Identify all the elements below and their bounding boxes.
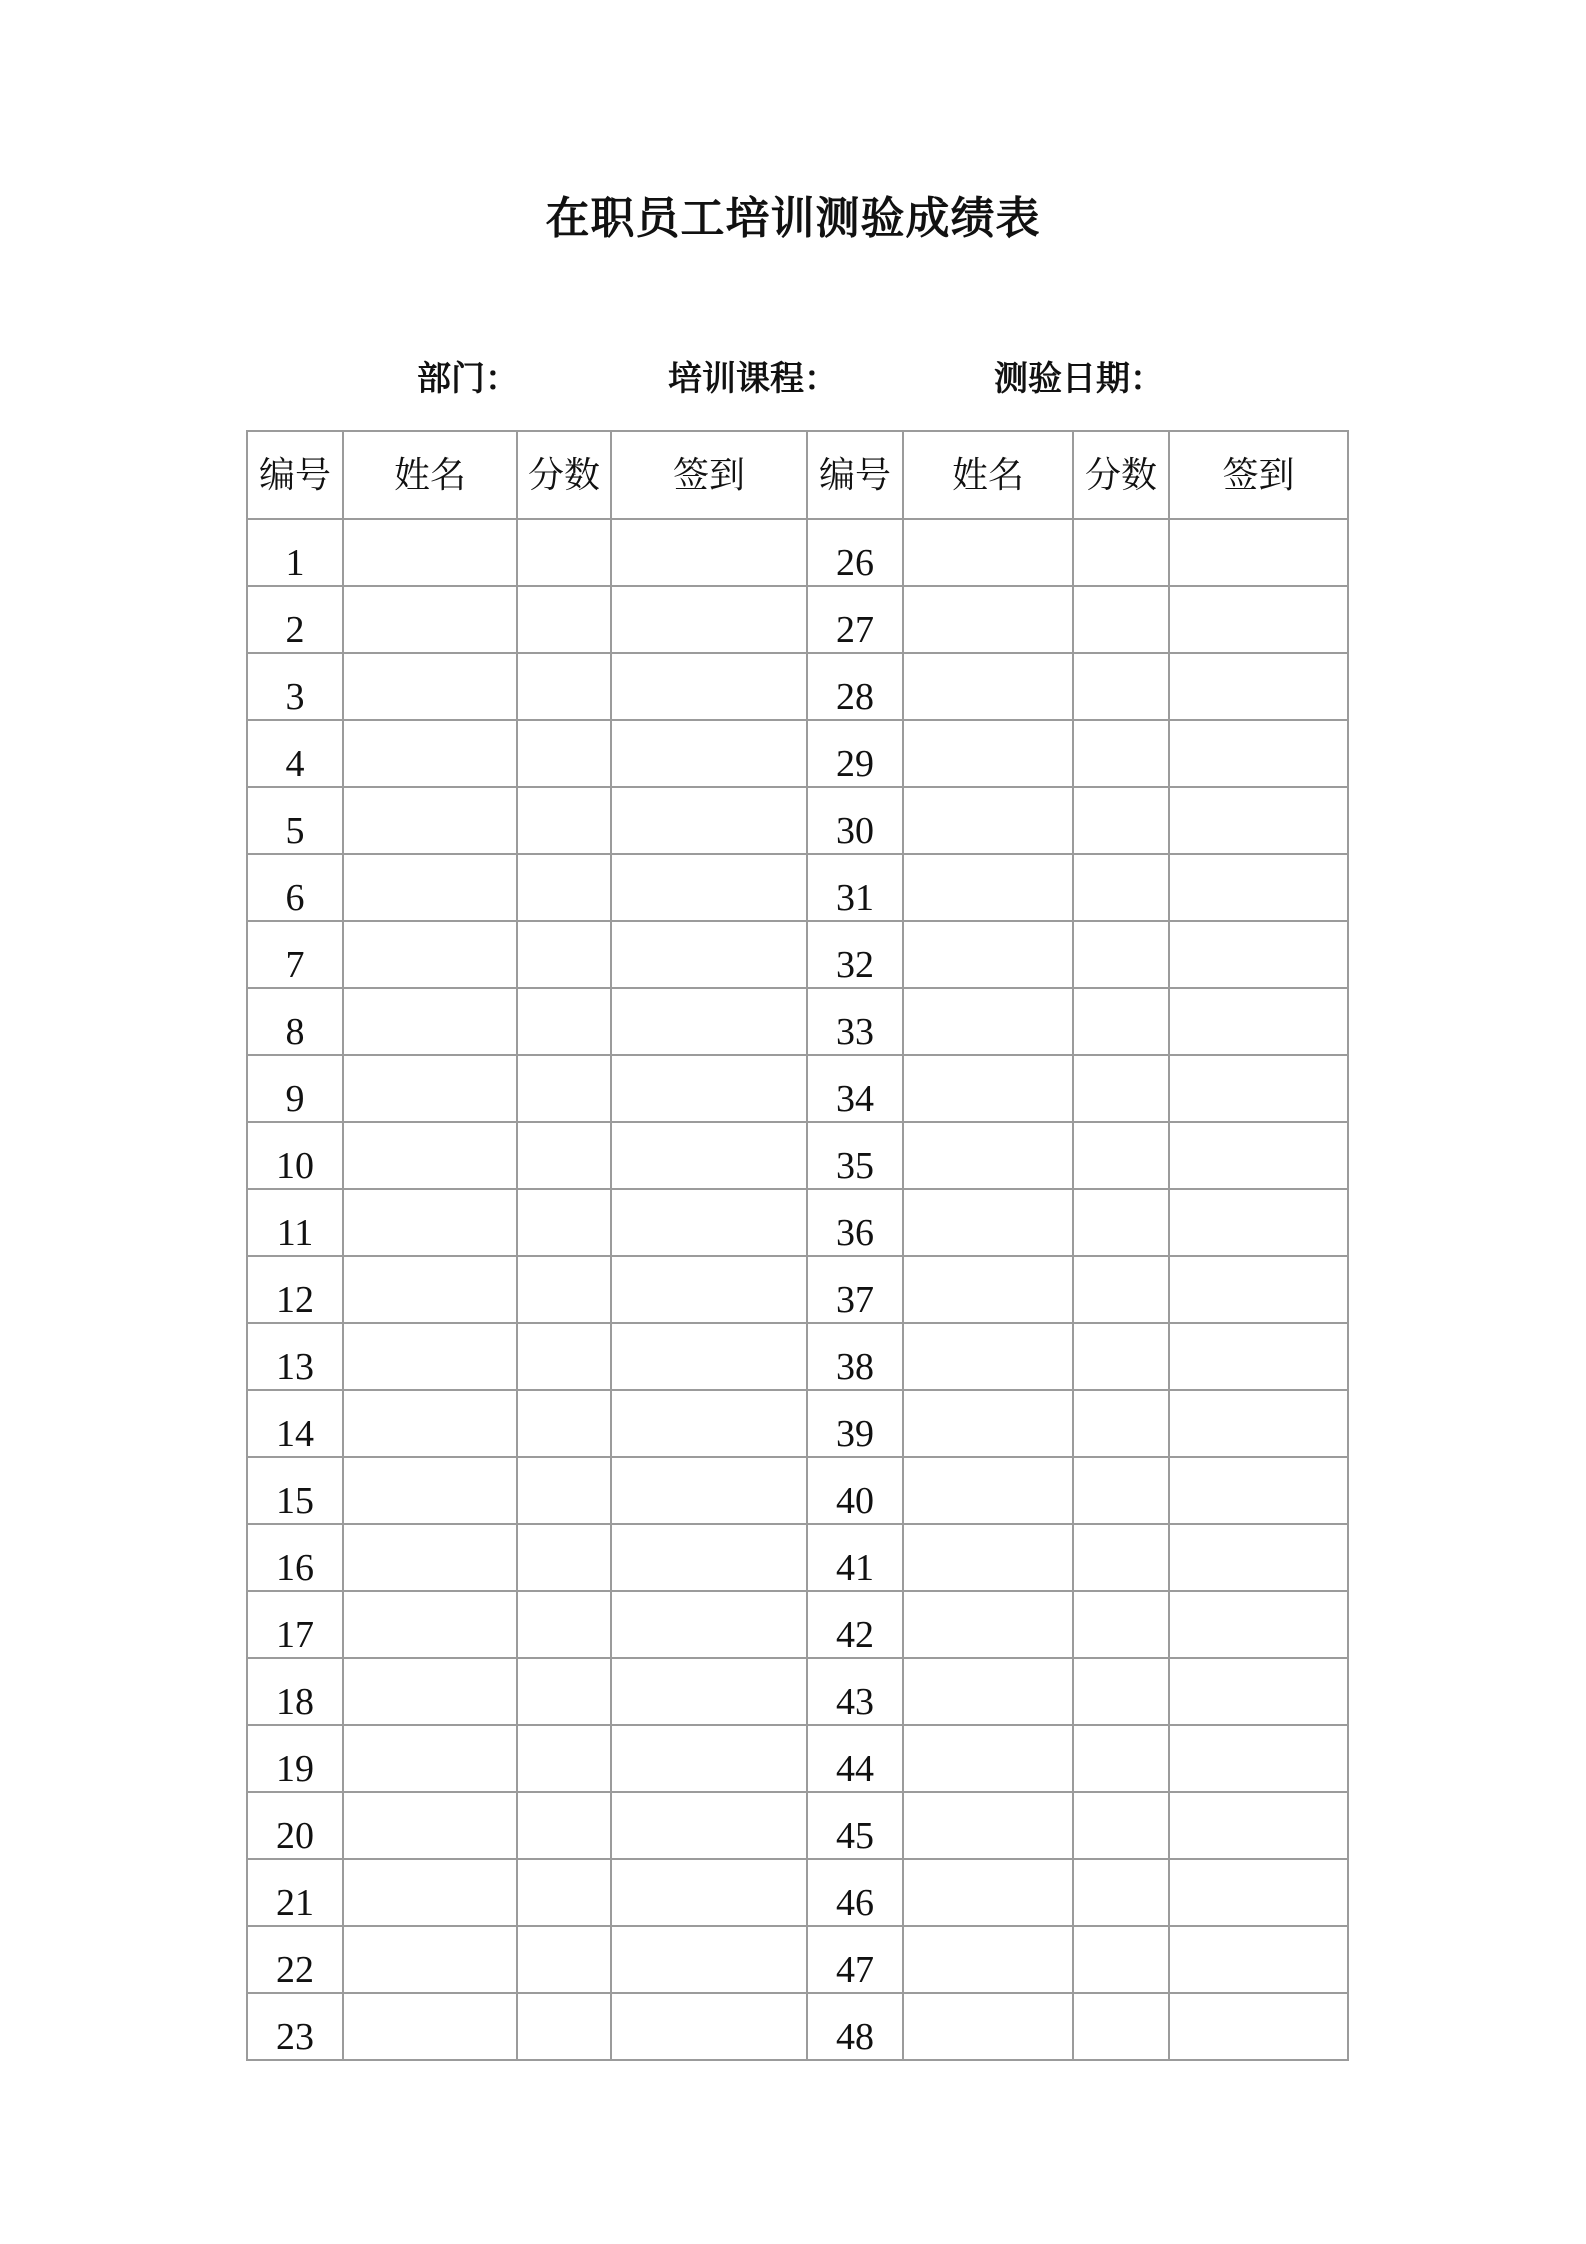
table-header-row	[247, 431, 1348, 519]
score-cell[interactable]	[1073, 1524, 1169, 1591]
name-cell[interactable]	[903, 653, 1073, 720]
number-cell: 10	[247, 1122, 343, 1189]
number-cell: 45	[807, 1792, 903, 1859]
signin-cell[interactable]	[611, 1926, 807, 1993]
name-cell[interactable]	[343, 1926, 517, 1993]
score-cell[interactable]	[1073, 653, 1169, 720]
name-cell[interactable]	[903, 1859, 1073, 1926]
name-cell[interactable]	[343, 653, 517, 720]
signin-cell[interactable]	[1169, 519, 1348, 586]
name-cell[interactable]	[343, 1591, 517, 1658]
number-cell: 33	[807, 988, 903, 1055]
signin-cell[interactable]	[1169, 653, 1348, 720]
number-cell: 11	[247, 1189, 343, 1256]
signin-cell[interactable]	[611, 653, 807, 720]
number-cell: 37	[807, 1256, 903, 1323]
name-cell[interactable]	[343, 1524, 517, 1591]
score-cell[interactable]	[517, 1323, 611, 1390]
table-row	[247, 1591, 1348, 1658]
signin-cell[interactable]	[611, 1256, 807, 1323]
signin-cell[interactable]	[1169, 1256, 1348, 1323]
number-cell: 9	[247, 1055, 343, 1122]
name-cell[interactable]	[903, 1055, 1073, 1122]
signin-cell[interactable]	[611, 1457, 807, 1524]
table-row	[247, 1390, 1348, 1457]
signin-cell[interactable]	[1169, 787, 1348, 854]
number-cell: 12	[247, 1256, 343, 1323]
name-cell[interactable]	[903, 787, 1073, 854]
table-row	[247, 586, 1348, 653]
score-cell[interactable]	[1073, 854, 1169, 921]
score-cell[interactable]	[1073, 1591, 1169, 1658]
score-cell[interactable]	[517, 1256, 611, 1323]
score-cell[interactable]	[1073, 720, 1169, 787]
score-cell[interactable]	[517, 1055, 611, 1122]
table-row	[247, 720, 1348, 787]
table-row	[247, 1725, 1348, 1792]
signin-cell[interactable]	[611, 1055, 807, 1122]
name-cell[interactable]	[343, 519, 517, 586]
table-row	[247, 653, 1348, 720]
signin-cell[interactable]	[611, 1390, 807, 1457]
number-cell: 5	[247, 787, 343, 854]
score-cell[interactable]	[1073, 1993, 1169, 2060]
signin-cell[interactable]	[611, 1323, 807, 1390]
name-cell[interactable]	[343, 1457, 517, 1524]
number-cell: 39	[807, 1390, 903, 1457]
signin-cell[interactable]	[1169, 720, 1348, 787]
header-name-right: 姓名	[903, 431, 1073, 519]
number-cell: 31	[807, 854, 903, 921]
number-cell: 32	[807, 921, 903, 988]
signin-cell[interactable]	[1169, 1725, 1348, 1792]
signin-cell[interactable]	[1169, 1993, 1348, 2060]
signin-cell[interactable]	[611, 586, 807, 653]
header-score-right: 分数	[1073, 431, 1169, 519]
score-cell[interactable]	[1073, 586, 1169, 653]
score-cell[interactable]	[517, 586, 611, 653]
signin-cell[interactable]	[1169, 1323, 1348, 1390]
signin-cell[interactable]	[611, 720, 807, 787]
signin-cell[interactable]	[1169, 1055, 1348, 1122]
signin-cell[interactable]	[611, 1524, 807, 1591]
score-cell[interactable]	[1073, 1055, 1169, 1122]
table-row	[247, 1792, 1348, 1859]
score-cell[interactable]	[517, 1859, 611, 1926]
number-cell: 34	[807, 1055, 903, 1122]
name-cell[interactable]	[343, 1993, 517, 2060]
number-cell: 44	[807, 1725, 903, 1792]
name-cell[interactable]	[343, 988, 517, 1055]
number-cell: 17	[247, 1591, 343, 1658]
signin-cell[interactable]	[1169, 921, 1348, 988]
number-cell: 7	[247, 921, 343, 988]
score-cell[interactable]	[1073, 1256, 1169, 1323]
score-cell[interactable]	[517, 1658, 611, 1725]
header-signin-right: 签到	[1169, 431, 1348, 519]
name-cell[interactable]	[903, 1591, 1073, 1658]
number-cell: 38	[807, 1323, 903, 1390]
table-row	[247, 921, 1348, 988]
number-cell: 15	[247, 1457, 343, 1524]
signin-cell[interactable]	[1169, 1189, 1348, 1256]
signin-cell[interactable]	[1169, 586, 1348, 653]
signin-cell[interactable]	[1169, 988, 1348, 1055]
score-cell[interactable]	[517, 653, 611, 720]
number-cell: 26	[807, 519, 903, 586]
name-cell[interactable]	[903, 1725, 1073, 1792]
name-cell[interactable]	[903, 1993, 1073, 2060]
name-cell[interactable]	[903, 1926, 1073, 1993]
score-cell[interactable]	[517, 1725, 611, 1792]
name-cell[interactable]	[343, 1390, 517, 1457]
number-cell: 48	[807, 1993, 903, 2060]
signin-cell[interactable]	[1169, 1122, 1348, 1189]
number-cell: 28	[807, 653, 903, 720]
name-cell[interactable]	[343, 787, 517, 854]
training-course-label: 培训课程：	[668, 359, 838, 399]
score-cell[interactable]	[1073, 1725, 1169, 1792]
name-cell[interactable]	[343, 1323, 517, 1390]
score-cell[interactable]	[1073, 1926, 1169, 1993]
number-cell: 41	[807, 1524, 903, 1591]
signin-cell[interactable]	[611, 921, 807, 988]
signin-cell[interactable]	[1169, 1926, 1348, 1993]
name-cell[interactable]	[343, 586, 517, 653]
number-cell: 23	[247, 1993, 343, 2060]
table-row	[247, 1457, 1348, 1524]
header-signin-left: 签到	[611, 431, 807, 519]
number-cell: 47	[807, 1926, 903, 1993]
signin-cell[interactable]	[1169, 1524, 1348, 1591]
score-cell[interactable]	[517, 787, 611, 854]
number-cell: 35	[807, 1122, 903, 1189]
signin-cell[interactable]	[1169, 1792, 1348, 1859]
score-cell[interactable]	[517, 1189, 611, 1256]
number-cell: 14	[247, 1390, 343, 1457]
signin-cell[interactable]	[611, 1122, 807, 1189]
table-row	[247, 1926, 1348, 1993]
header-number-left: 编号	[247, 431, 343, 519]
table-row	[247, 1055, 1348, 1122]
table-row	[247, 1122, 1348, 1189]
signin-cell[interactable]	[1169, 1457, 1348, 1524]
score-cell[interactable]	[1073, 1323, 1169, 1390]
score-cell[interactable]	[1073, 1457, 1169, 1524]
name-cell[interactable]	[343, 1658, 517, 1725]
header-number-right: 编号	[807, 431, 903, 519]
page-title: 在职员工培训测验成绩表	[545, 193, 1041, 245]
score-cell[interactable]	[1073, 1859, 1169, 1926]
score-cell[interactable]	[517, 720, 611, 787]
table-row	[247, 1189, 1348, 1256]
table-row	[247, 1256, 1348, 1323]
score-cell[interactable]	[1073, 988, 1169, 1055]
score-cell[interactable]	[517, 1591, 611, 1658]
number-cell: 13	[247, 1323, 343, 1390]
number-cell: 22	[247, 1926, 343, 1993]
number-cell: 30	[807, 787, 903, 854]
name-cell[interactable]	[903, 1189, 1073, 1256]
number-cell: 36	[807, 1189, 903, 1256]
name-cell[interactable]	[343, 854, 517, 921]
score-cell[interactable]	[517, 1390, 611, 1457]
signin-cell[interactable]	[611, 1658, 807, 1725]
number-cell: 20	[247, 1792, 343, 1859]
name-cell[interactable]	[903, 1390, 1073, 1457]
name-cell[interactable]	[343, 1122, 517, 1189]
name-cell[interactable]	[343, 1256, 517, 1323]
number-cell: 16	[247, 1524, 343, 1591]
name-cell[interactable]	[343, 1189, 517, 1256]
score-cell[interactable]	[1073, 921, 1169, 988]
score-table	[246, 430, 1349, 2061]
number-cell: 27	[807, 586, 903, 653]
name-cell[interactable]	[903, 854, 1073, 921]
signin-cell[interactable]	[1169, 1390, 1348, 1457]
score-cell[interactable]	[517, 988, 611, 1055]
name-cell[interactable]	[903, 519, 1073, 586]
score-cell[interactable]	[517, 1926, 611, 1993]
department-label: 部门：	[417, 359, 519, 399]
signin-cell[interactable]	[1169, 1859, 1348, 1926]
name-cell[interactable]	[903, 1792, 1073, 1859]
score-cell[interactable]	[517, 1993, 611, 2060]
score-cell[interactable]	[1073, 1122, 1169, 1189]
table-row	[247, 787, 1348, 854]
number-cell: 40	[807, 1457, 903, 1524]
score-cell[interactable]	[1073, 1792, 1169, 1859]
table-row	[247, 1859, 1348, 1926]
number-cell: 42	[807, 1591, 903, 1658]
name-cell[interactable]	[903, 1524, 1073, 1591]
header-score-left: 分数	[517, 431, 611, 519]
signin-cell[interactable]	[611, 1859, 807, 1926]
number-cell: 43	[807, 1658, 903, 1725]
score-cell[interactable]	[517, 1122, 611, 1189]
signin-cell[interactable]	[611, 787, 807, 854]
number-cell: 4	[247, 720, 343, 787]
table-row	[247, 519, 1348, 586]
header-name-left: 姓名	[343, 431, 517, 519]
signin-cell[interactable]	[611, 1189, 807, 1256]
name-cell[interactable]	[343, 1859, 517, 1926]
name-cell[interactable]	[903, 921, 1073, 988]
name-cell[interactable]	[343, 1792, 517, 1859]
name-cell[interactable]	[903, 988, 1073, 1055]
signin-cell[interactable]	[1169, 1591, 1348, 1658]
name-cell[interactable]	[903, 720, 1073, 787]
number-cell: 29	[807, 720, 903, 787]
number-cell: 21	[247, 1859, 343, 1926]
name-cell[interactable]	[343, 1725, 517, 1792]
number-cell: 46	[807, 1859, 903, 1926]
number-cell: 1	[247, 519, 343, 586]
signin-cell[interactable]	[611, 854, 807, 921]
table-row	[247, 854, 1348, 921]
score-cell[interactable]	[1073, 787, 1169, 854]
score-cell[interactable]	[517, 1457, 611, 1524]
score-cell[interactable]	[517, 921, 611, 988]
table-body	[247, 519, 1348, 2060]
number-cell: 8	[247, 988, 343, 1055]
table-row	[247, 988, 1348, 1055]
number-cell: 18	[247, 1658, 343, 1725]
score-cell[interactable]	[517, 519, 611, 586]
score-cell[interactable]	[1073, 519, 1169, 586]
signin-cell[interactable]	[611, 1792, 807, 1859]
table-row	[247, 1323, 1348, 1390]
signin-cell[interactable]	[1169, 1658, 1348, 1725]
number-cell: 19	[247, 1725, 343, 1792]
table-row	[247, 1524, 1348, 1591]
name-cell[interactable]	[903, 1122, 1073, 1189]
score-cell[interactable]	[517, 854, 611, 921]
number-cell: 2	[247, 586, 343, 653]
score-cell[interactable]	[1073, 1189, 1169, 1256]
score-cell[interactable]	[1073, 1390, 1169, 1457]
number-cell: 3	[247, 653, 343, 720]
signin-cell[interactable]	[1169, 854, 1348, 921]
score-cell[interactable]	[1073, 1658, 1169, 1725]
name-cell[interactable]	[903, 1658, 1073, 1725]
name-cell[interactable]	[343, 921, 517, 988]
number-cell: 6	[247, 854, 343, 921]
score-cell[interactable]	[517, 1792, 611, 1859]
table-row	[247, 1658, 1348, 1725]
signin-cell[interactable]	[611, 1591, 807, 1658]
name-cell[interactable]	[343, 1055, 517, 1122]
name-cell[interactable]	[903, 586, 1073, 653]
table-row	[247, 1993, 1348, 2060]
signin-cell[interactable]	[611, 1725, 807, 1792]
score-cell[interactable]	[517, 1524, 611, 1591]
test-date-label: 测验日期：	[994, 359, 1164, 399]
name-cell[interactable]	[343, 720, 517, 787]
signin-cell[interactable]	[611, 1993, 807, 2060]
signin-cell[interactable]	[611, 988, 807, 1055]
name-cell[interactable]	[903, 1256, 1073, 1323]
name-cell[interactable]	[903, 1457, 1073, 1524]
signin-cell[interactable]	[611, 519, 807, 586]
name-cell[interactable]	[903, 1323, 1073, 1390]
